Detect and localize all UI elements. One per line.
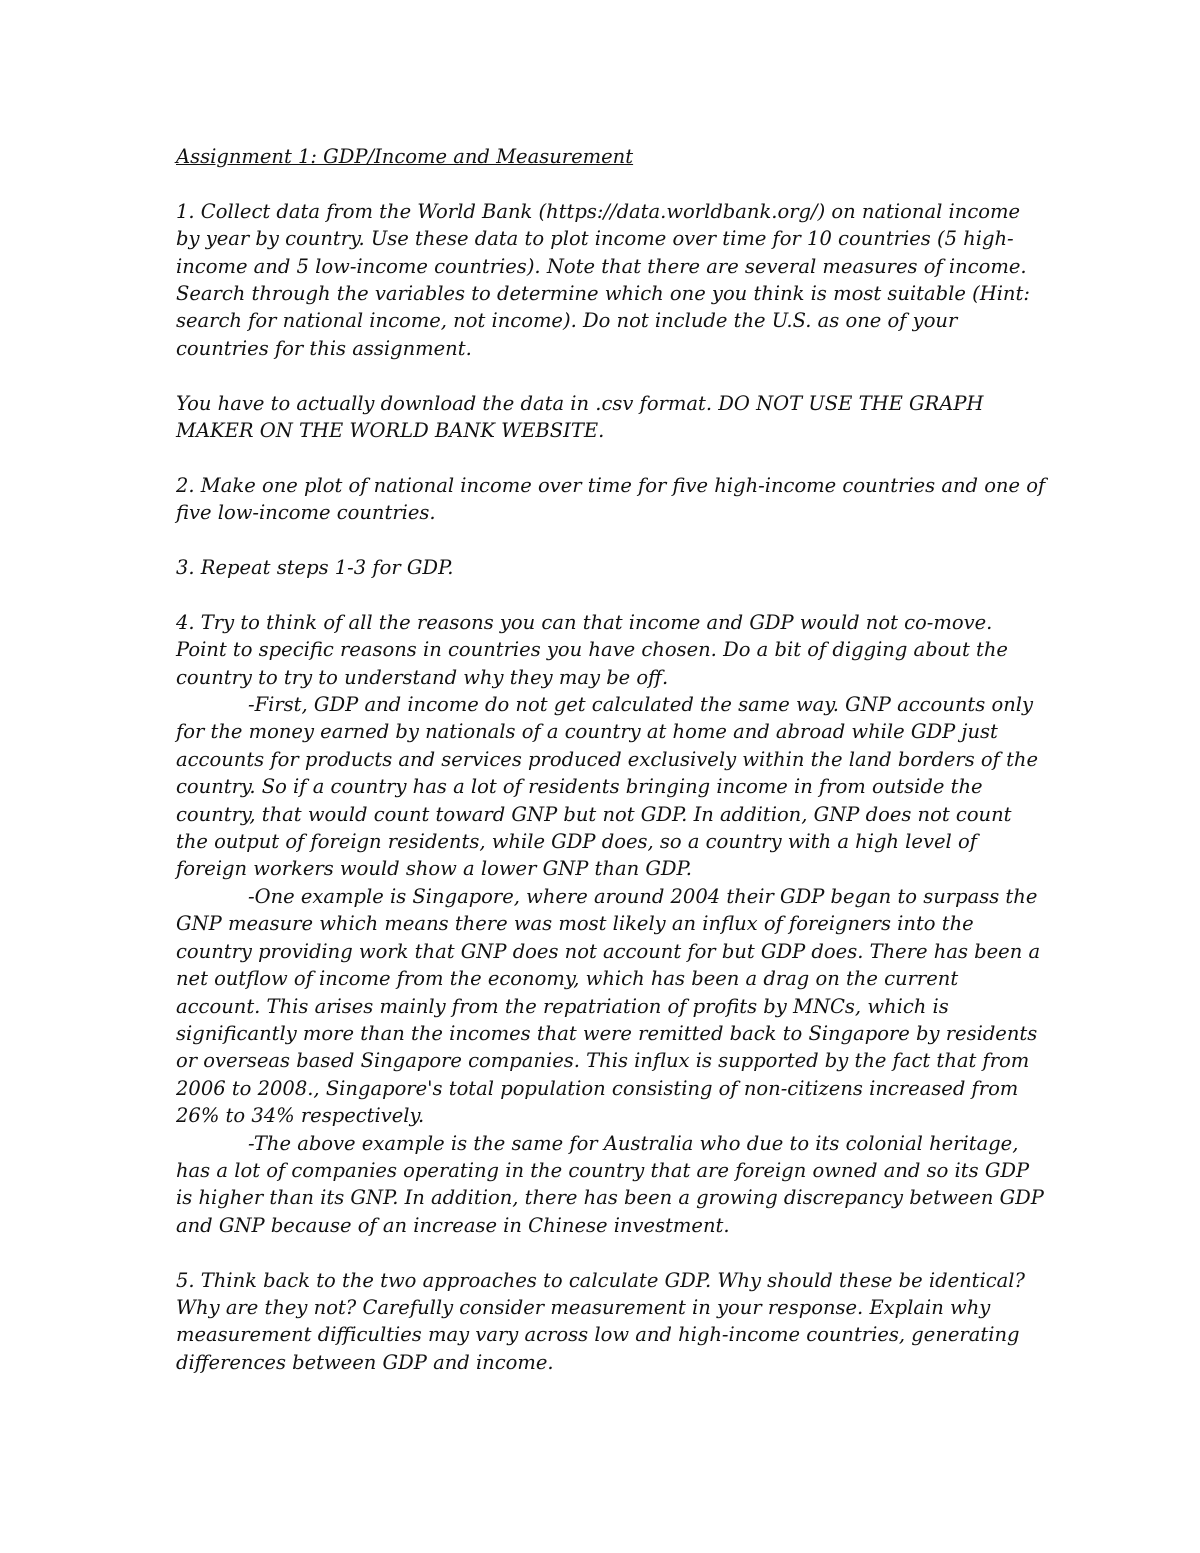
q4-line: 4. Try to think of all the reasons you can that income and GDP would not co-move.	[176, 610, 993, 634]
q5-line: measurement difficulties may vary across low and high-income countries, generating	[176, 1323, 1020, 1347]
answer2-line: account. This arises mainly from the repatriation of profits by MNCs, which is	[176, 994, 949, 1018]
answer1-line: foreign workers would show a lower GNP than GDP.	[176, 857, 692, 881]
question-1	[176, 198, 1036, 362]
q4-prompt	[176, 609, 1036, 691]
answer3-line: has a lot of companies operating in the country that are foreign owned and so its GDP	[176, 1158, 1030, 1182]
answer2-line: GNP measure which means there was most likely an influx of foreigners into the	[176, 912, 974, 936]
assignment-title: Assignment 1: GDP/Income and Measurement	[176, 145, 634, 168]
q5-line: differences between GDP and income.	[176, 1350, 554, 1374]
q1-line: income and 5 low-income countries). Note that there are several measures of income.	[176, 254, 1027, 278]
answer2-line: 26% to 34% respectively.	[176, 1104, 425, 1128]
answer2-line: net outflow of income from the economy, which has been a drag on the current	[176, 967, 959, 991]
q1-line: 1. Collect data from the World Bank (https://data.worldbank.org/) on national income	[176, 199, 1021, 223]
answer1-line: accounts for products and services produced exclusively within the land borders of the	[176, 747, 1039, 771]
note-line: MAKER ON THE WORLD BANK WEBSITE.	[176, 419, 605, 443]
q4-answer-1	[176, 691, 1039, 883]
download-note	[176, 390, 1036, 445]
q4-line: country to try to understand why they may be off.	[176, 665, 669, 689]
q4-answer-2	[176, 883, 1041, 1130]
answer2-line: country providing work that GNP does not account for but GDP does. There has been a	[176, 939, 1041, 963]
q2-line: five low-income countries.	[176, 501, 436, 525]
question-2	[176, 472, 1046, 527]
answer3-line: is higher than its GNP. In addition, there has been a growing discrepancy between GDP	[176, 1186, 1044, 1210]
q1-line: countries for this assignment.	[176, 336, 472, 360]
document-page	[176, 143, 1046, 1404]
answer1-line: country. So if a country has a lot of residents bringing income in from outside the	[176, 775, 983, 799]
q1-line: Search through the variables to determine which one you think is most suitable (Hint:	[176, 282, 1030, 306]
answer3-line: -The above example is the same for Australia who due to its colonial heritage,	[248, 1131, 1019, 1155]
question-5	[176, 1267, 1036, 1377]
answer1-line: -First, GDP and income do not get calculated the same way. GNP accounts only	[248, 693, 1034, 717]
q1-line: search for national income, not income). Do not include the U.S. as one of your	[176, 309, 958, 333]
q4-line: Point to specific reasons in countries you have chosen. Do a bit of digging about the	[176, 638, 1008, 662]
question-3	[176, 554, 1036, 581]
answer2-line: or overseas based Singapore companies. This influx is supported by the fact that from	[176, 1049, 1030, 1073]
answer2-line: 2006 to 2008., Singapore's total population consisting of non-citizens increased from	[176, 1076, 1019, 1100]
q4-answer-3	[176, 1130, 1044, 1240]
q2-line: 2. Make one plot of national income over time for five high-income countries and one of	[176, 473, 1046, 497]
q1-line: by year by country. Use these data to plot income over time for 10 countries (5 high-	[176, 227, 1014, 251]
q5-line: Why are they not? Carefully consider measurement in your response. Explain why	[176, 1295, 991, 1319]
question-4	[176, 609, 1044, 1239]
answer3-line: and GNP because of an increase in Chinese investment.	[176, 1213, 730, 1237]
note-line: You have to actually download the data in .csv format. DO NOT USE THE GRAPH	[176, 391, 984, 415]
answer2-line: -One example is Singapore, where around 2004 their GDP began to surpass the	[248, 884, 1038, 908]
q3-line: 3. Repeat steps 1-3 for GDP.	[176, 556, 454, 580]
answer1-line: the output of foreign residents, while GDP does, so a country with a high level of	[176, 830, 977, 854]
answer1-line: for the money earned by nationals of a country at home and abroad while GDP just	[176, 720, 998, 744]
answer2-line: significantly more than the incomes that were remitted back to Singapore by residents	[176, 1021, 1038, 1045]
answer1-line: country, that would count toward GNP but not GDP. In addition, GNP does not count	[176, 802, 1012, 826]
q5-line: 5. Think back to the two approaches to calculate GDP. Why should these be identical?	[176, 1268, 1025, 1292]
